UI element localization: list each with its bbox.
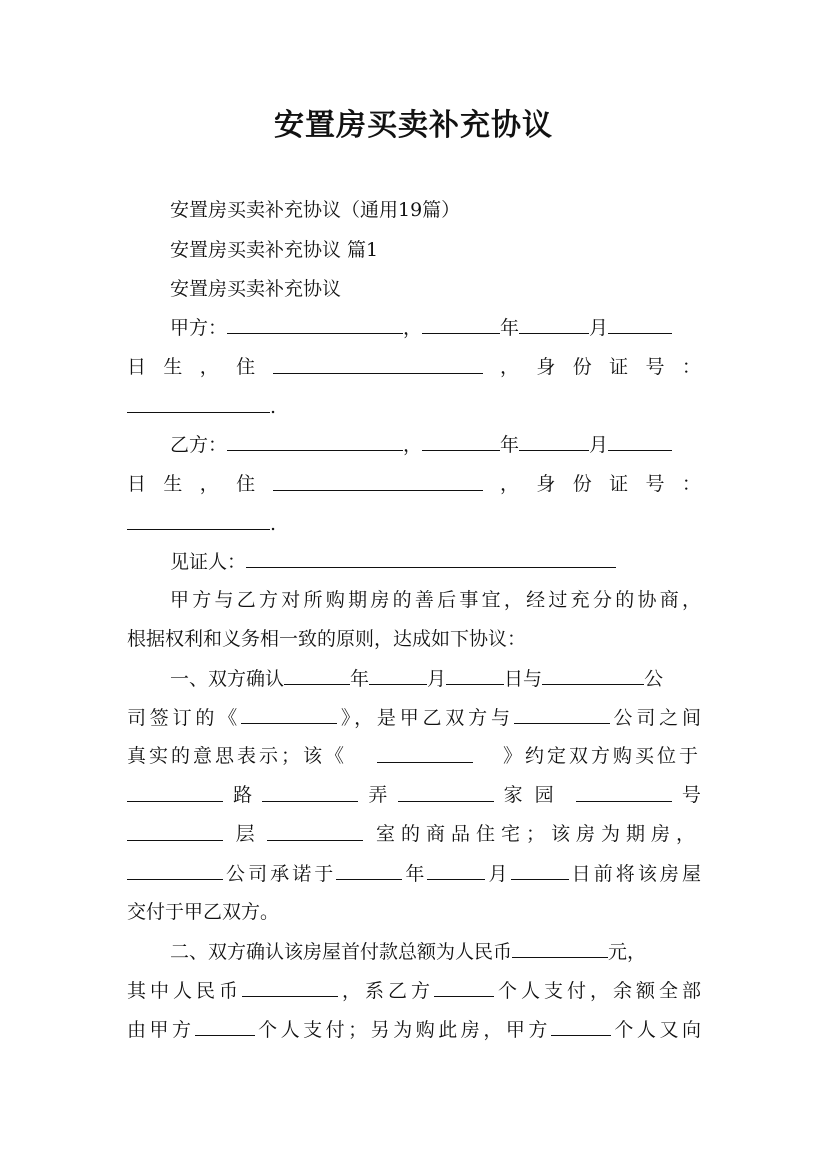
clause-1-line-5: 层 室的商品住宅；该房为期房，	[127, 822, 701, 846]
party-b-year-blank	[422, 432, 500, 451]
lane-blank	[262, 783, 358, 802]
room-blank	[267, 822, 363, 841]
witness-blank	[246, 549, 616, 568]
party-a-id-line: .	[127, 394, 276, 419]
clause-1-year-blank	[284, 666, 350, 685]
estate-blank	[398, 783, 494, 802]
party-b-address-line: 日 生 ， 住 ， 身 份 证 号 ：	[127, 473, 701, 495]
party-a-name-blank	[227, 315, 403, 334]
clause-1-line-1: 一、双方确认 年 月 日与 公	[170, 668, 664, 690]
party-b-id-blank	[127, 511, 270, 530]
floor-blank	[127, 822, 223, 841]
clause-1-line-4: 路 弄 家园 号	[127, 783, 701, 807]
party-b-id-line: .	[127, 511, 276, 536]
delivery-year-blank	[336, 861, 402, 880]
heading-all-chapters: 安置房买卖补充协议（通用19篇）	[170, 199, 461, 221]
clause-1-line-6: 公司承诺于 年 月 日前将该房屋	[127, 861, 701, 886]
party-a-line: 甲方： ， 年 月	[170, 315, 672, 340]
delivery-day-blank	[511, 861, 569, 880]
clause-1-day-blank	[446, 666, 504, 685]
clause-1-month-blank	[369, 666, 427, 685]
clause-1-contract2-blank	[377, 744, 473, 763]
delivery-month-blank	[427, 861, 485, 880]
clause-2-line-1: 二、双方确认该房屋首付款总额为人民币 元，	[170, 941, 647, 963]
party-b-label: 乙方：	[170, 434, 228, 456]
number-blank	[576, 783, 672, 802]
party-b-day-blank	[608, 432, 672, 451]
party-b-month-blank	[519, 432, 589, 451]
party-a-address-line: 日 生 ， 住 ， 身 份 证 号 ：	[127, 356, 701, 378]
clause-1-line-3: 真实的意思表示；该《 》约定双方购买位于	[127, 745, 701, 767]
party-b-person-blank	[434, 978, 494, 997]
clause-1-contract-blank	[241, 705, 337, 724]
party-a-address-blank	[273, 355, 483, 374]
heading-agreement: 安置房买卖补充协议	[170, 278, 342, 300]
party-a-person2-blank	[551, 1017, 611, 1036]
intro-paragraph-line-1: 甲方与乙方对所购期房的善后事宜，经过充分的协商，	[170, 589, 701, 611]
intro-paragraph-line-2: 根据权利和义务相一致的原则，达成如下协议：	[127, 628, 527, 650]
party-a-id-blank	[127, 394, 270, 413]
rmb-amount-blank	[242, 978, 338, 997]
party-a-person-blank	[195, 1017, 255, 1036]
clause-2-line-3: 由甲方 个人支付；另为购此房，甲方 个人又向	[127, 1019, 701, 1041]
party-b-address-blank	[273, 472, 483, 491]
clause-2-line-2: 其中人民币 ，系乙方 个人支付，余额全部	[127, 980, 701, 1002]
developer-blank	[127, 861, 223, 880]
road-blank	[127, 783, 223, 802]
document-title: 安置房买卖补充协议	[274, 108, 553, 143]
clause-1-company2-blank	[514, 705, 610, 724]
witness-line	[170, 549, 616, 574]
party-a-day-blank	[608, 315, 672, 334]
clause-1-line-2: 司签订的《 》，是甲乙双方与 公司之间	[127, 707, 701, 729]
party-b-line: 乙方： ， 年 月	[170, 432, 672, 457]
party-a-label: 甲方：	[170, 317, 228, 339]
witness-label: 见证人：	[170, 551, 247, 573]
party-b-name-blank	[227, 432, 403, 451]
heading-chapter-1: 安置房买卖补充协议 篇1	[170, 239, 379, 261]
party-a-year-blank	[422, 315, 500, 334]
clause-1-company-blank	[542, 666, 644, 685]
clause-1-line-7: 交付于甲乙双方。	[127, 901, 280, 923]
down-payment-total-blank	[512, 939, 608, 958]
party-a-month-blank	[519, 315, 589, 334]
